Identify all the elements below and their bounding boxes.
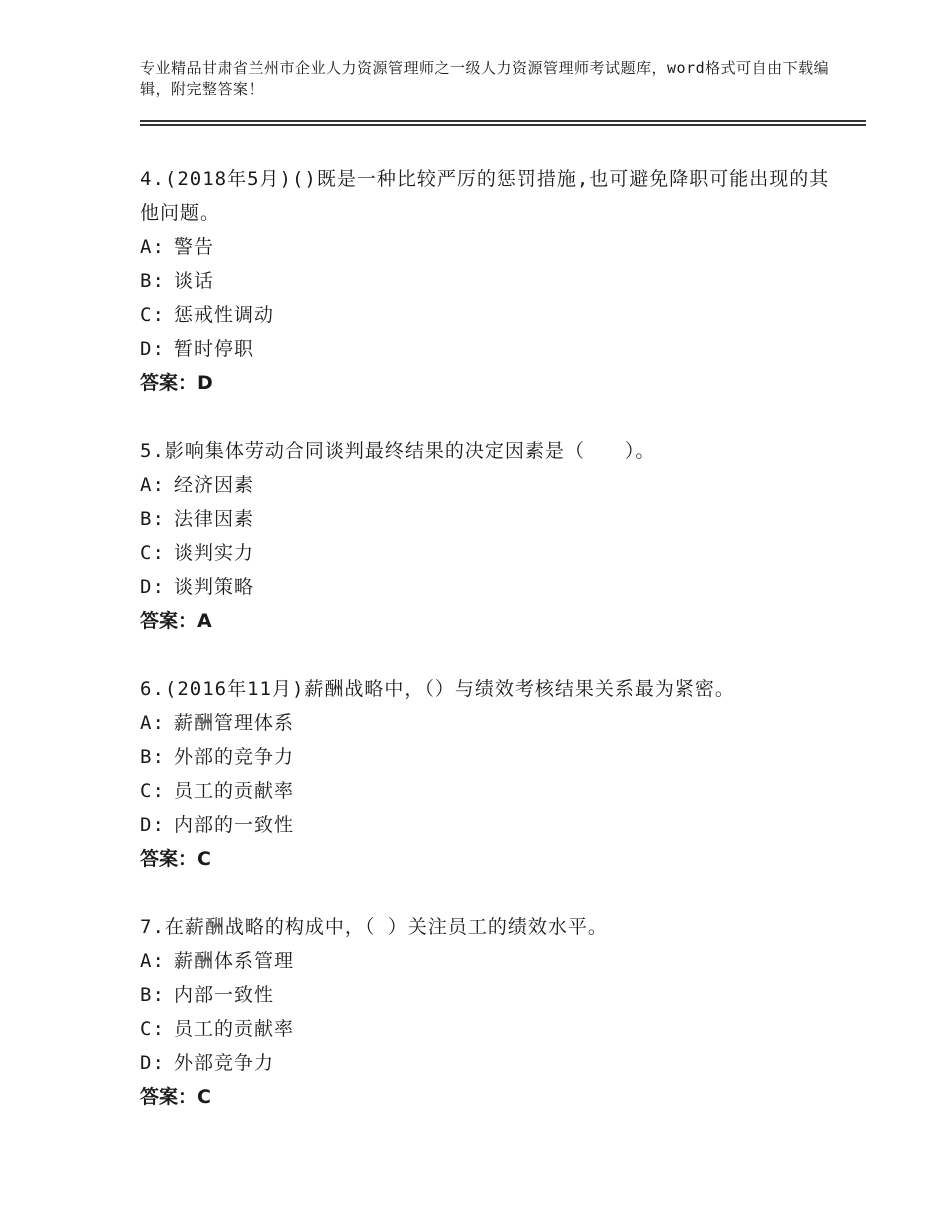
- option-b: [140, 978, 840, 1012]
- option-letter: A:: [140, 950, 165, 972]
- question-text: 5.影响集体劳动合同谈判最终结果的决定因素是（ ）。: [140, 440, 656, 462]
- option-c: [140, 298, 840, 332]
- option-letter: D:: [140, 576, 165, 598]
- option-text: 谈判实力: [174, 542, 255, 564]
- option-text: 员工的贡献率: [174, 780, 295, 802]
- option-letter: B:: [140, 508, 165, 530]
- option-letter: D:: [140, 814, 165, 836]
- option-a: [140, 230, 840, 264]
- option-text: 法律因素: [174, 508, 255, 530]
- option-letter: A:: [140, 474, 165, 496]
- option-d: [140, 1046, 840, 1080]
- option-letter: C:: [140, 304, 165, 326]
- option-text: 外部竞争力: [174, 1052, 275, 1074]
- option-b: [140, 264, 840, 298]
- answer-label: 答案：C: [140, 848, 211, 870]
- option-text: 薪酬体系管理: [174, 950, 295, 972]
- option-letter: C:: [140, 1018, 165, 1040]
- option-d: [140, 808, 840, 842]
- option-letter: B:: [140, 746, 165, 768]
- option-a: [140, 706, 840, 740]
- question-6: [140, 672, 840, 876]
- option-d: [140, 570, 840, 604]
- option-text: 薪酬管理体系: [174, 712, 295, 734]
- option-text: 内部的一致性: [174, 814, 295, 836]
- option-a: [140, 468, 840, 502]
- option-c: [140, 536, 840, 570]
- option-text: 内部一致性: [174, 984, 275, 1006]
- option-letter: C:: [140, 542, 165, 564]
- option-letter: A:: [140, 236, 165, 258]
- option-text: 员工的贡献率: [174, 1018, 295, 1040]
- option-letter: B:: [140, 270, 165, 292]
- question-list: [140, 162, 840, 1148]
- option-b: [140, 502, 840, 536]
- option-letter: D:: [140, 338, 165, 360]
- option-text: 暂时停职: [174, 338, 255, 360]
- question-5: [140, 434, 840, 638]
- option-d: [140, 332, 840, 366]
- header-divider-top: [140, 120, 866, 122]
- option-letter: A:: [140, 712, 165, 734]
- header-divider-bottom: [140, 124, 866, 126]
- question-text: 6.(2016年11月)薪酬战略中，（）与绩效考核结果关系最为紧密。: [140, 678, 735, 700]
- option-a: [140, 944, 840, 978]
- option-c: [140, 1012, 840, 1046]
- option-c: [140, 774, 840, 808]
- question-text: 4.(2018年5月)()既是一种比较严厉的惩罚措施,也可避免降职可能出现的其他问题。: [140, 168, 830, 224]
- option-text: 惩戒性调动: [174, 304, 275, 326]
- option-text: 谈判策略: [174, 576, 255, 598]
- option-b: [140, 740, 840, 774]
- answer-label: 答案：D: [140, 372, 213, 394]
- answer-label: 答案：C: [140, 1086, 211, 1108]
- answer-label: 答案：A: [140, 610, 212, 632]
- option-text: 警告: [174, 236, 215, 258]
- document-header: 专业精品甘肃省兰州市企业人力资源管理师之一级人力资源管理师考试题库，word格式可自由下载编辑，附完整答案！: [140, 59, 830, 98]
- option-text: 外部的竞争力: [174, 746, 295, 768]
- option-letter: D:: [140, 1052, 165, 1074]
- option-letter: B:: [140, 984, 165, 1006]
- option-text: 经济因素: [174, 474, 255, 496]
- question-text: 7.在薪酬战略的构成中，（ ）关注员工的绩效水平。: [140, 916, 608, 938]
- option-letter: C:: [140, 780, 165, 802]
- option-text: 谈话: [174, 270, 215, 292]
- question-4: [140, 162, 840, 400]
- question-7: [140, 910, 840, 1114]
